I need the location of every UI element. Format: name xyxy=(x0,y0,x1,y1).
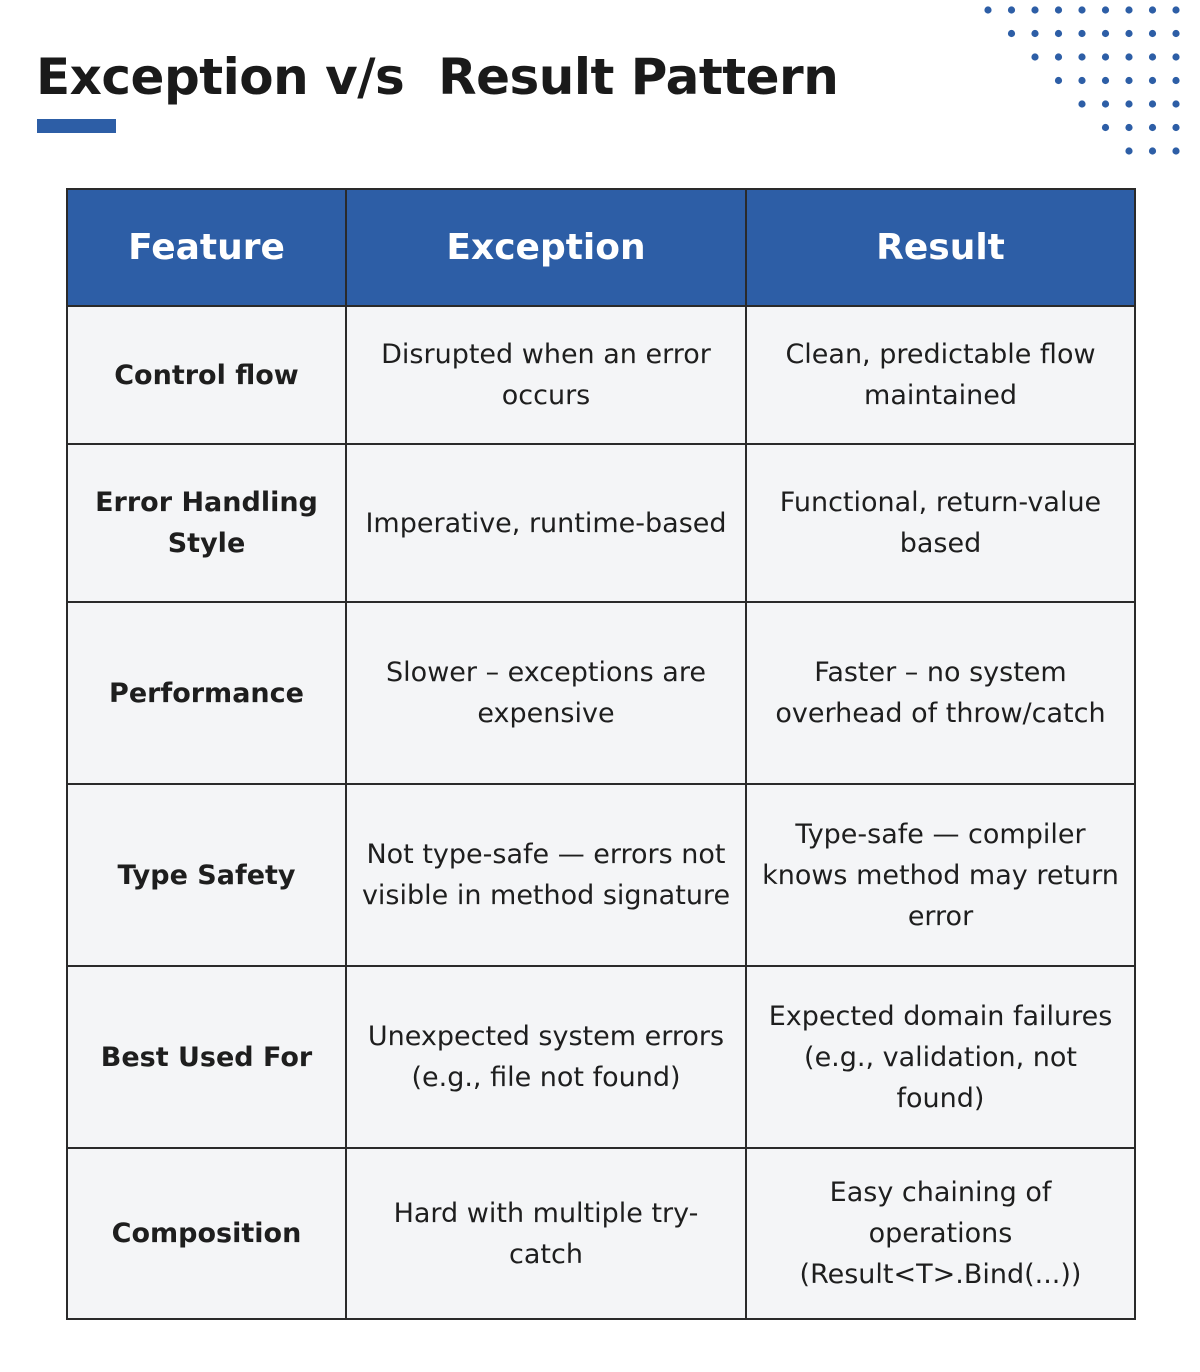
decorative-dot xyxy=(1149,77,1156,84)
header-exception: Exception xyxy=(346,189,746,306)
cell-exception: Unexpected system errors (e.g., file not found) xyxy=(346,966,746,1148)
decorative-dot xyxy=(1125,124,1132,131)
cell-result: Clean, predictable flow maintained xyxy=(746,306,1135,444)
decorative-dot xyxy=(1149,100,1156,107)
table-header-row xyxy=(67,189,1135,306)
decorative-dot xyxy=(1078,6,1085,13)
title-underline xyxy=(37,119,116,133)
decorative-dot xyxy=(1125,30,1132,37)
decorative-dot xyxy=(1149,147,1156,154)
decorative-dot xyxy=(1172,30,1179,37)
table-row xyxy=(67,1148,1135,1319)
decorative-dot xyxy=(1172,147,1179,154)
cell-feature: Type Safety xyxy=(67,784,346,966)
decorative-dot xyxy=(1172,53,1179,60)
decorative-dot xyxy=(1125,147,1132,154)
decorative-dot xyxy=(1125,53,1132,60)
decorative-dot xyxy=(1125,6,1132,13)
decorative-dot xyxy=(1149,53,1156,60)
decorative-dot xyxy=(1078,53,1085,60)
decorative-dot xyxy=(1055,6,1062,13)
decorative-dot xyxy=(1125,100,1132,107)
decorative-dot xyxy=(1078,77,1085,84)
decorative-dot xyxy=(1102,6,1109,13)
decorative-dot xyxy=(1031,30,1038,37)
table-row xyxy=(67,444,1135,602)
cell-exception: Disrupted when an error occurs xyxy=(346,306,746,444)
cell-result: Easy chaining of operations (Result<T>.Bind(...)) xyxy=(746,1148,1135,1319)
cell-result: Faster – no system overhead of throw/catch xyxy=(746,602,1135,784)
table-row xyxy=(67,602,1135,784)
decorative-dot xyxy=(1102,30,1109,37)
cell-exception: Hard with multiple try-catch xyxy=(346,1148,746,1319)
decorative-dot xyxy=(1055,77,1062,84)
comparison-table xyxy=(66,188,1136,1320)
decorative-dot xyxy=(1055,53,1062,60)
decorative-dot xyxy=(1102,100,1109,107)
header-feature: Feature xyxy=(67,189,346,306)
cell-feature: Performance xyxy=(67,602,346,784)
decorative-dot xyxy=(1172,100,1179,107)
decorative-dot xyxy=(1055,30,1062,37)
decorative-dot xyxy=(1102,77,1109,84)
decorative-dot xyxy=(1008,6,1015,13)
cell-result: Functional, return-value based xyxy=(746,444,1135,602)
decorative-dot-pattern xyxy=(960,0,1200,170)
header-result: Result xyxy=(746,189,1135,306)
decorative-dot xyxy=(1078,100,1085,107)
decorative-dot xyxy=(1008,30,1015,37)
decorative-dot xyxy=(1149,6,1156,13)
cell-exception: Not type-safe — errors not visible in method signature xyxy=(346,784,746,966)
decorative-dot xyxy=(1102,124,1109,131)
page-title: Exception v/s Result Pattern xyxy=(36,48,839,106)
decorative-dot xyxy=(1031,6,1038,13)
decorative-dot xyxy=(1149,30,1156,37)
cell-feature: Best Used For xyxy=(67,966,346,1148)
cell-feature: Control flow xyxy=(67,306,346,444)
decorative-dot xyxy=(1031,53,1038,60)
table-row xyxy=(67,966,1135,1148)
cell-exception: Slower – exceptions are expensive xyxy=(346,602,746,784)
decorative-dot xyxy=(1172,6,1179,13)
decorative-dot xyxy=(1172,124,1179,131)
decorative-dot xyxy=(984,6,991,13)
decorative-dot xyxy=(1125,77,1132,84)
table-row xyxy=(67,306,1135,444)
decorative-dot xyxy=(1149,124,1156,131)
cell-feature: Composition xyxy=(67,1148,346,1319)
decorative-dot xyxy=(1172,77,1179,84)
cell-feature: Error Handling Style xyxy=(67,444,346,602)
decorative-dot xyxy=(1078,30,1085,37)
cell-exception: Imperative, runtime-based xyxy=(346,444,746,602)
table-row xyxy=(67,784,1135,966)
cell-result: Expected domain failures (e.g., validation, not found) xyxy=(746,966,1135,1148)
cell-result: Type-safe — compiler knows method may return error xyxy=(746,784,1135,966)
decorative-dot xyxy=(1102,53,1109,60)
